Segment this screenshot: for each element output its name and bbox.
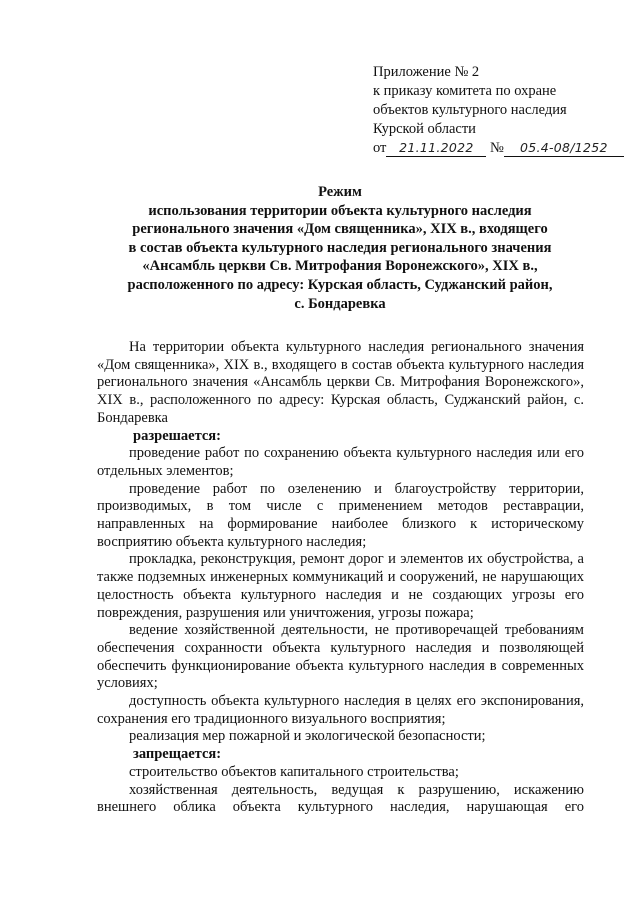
title-line: в состав объекта культурного наследия регионального значения (128, 239, 552, 256)
from-label: от (373, 140, 387, 156)
handwritten-number: 05.4-08/1252 (504, 139, 624, 157)
allowed-item: ведение хозяйственной деятельности, не противоречащей требованиям обеспечения сохранности объекта культурного наследия и позволяющей обеспечить функционирование объекта культурного наследия в современных условиях; (97, 622, 584, 692)
allowed-item: проведение работ по озеленению и благоустройству территории, производимых, в том числе с применением методов реставрации, направленных на формирование наиболее близкого к историческому восприятию объекта культурного наследия; (97, 480, 584, 550)
intro-paragraph: На территории объекта культурного наследия регионального значения «Дом священника», XIX в., входящего в состав объекта культурного наследия регионального значения «Ансамбль церкви Св. Митрофания Воронежского», XIX в., расположенного по адресу: Курская область, Суджанский район, с. Бондаревка (97, 339, 584, 426)
title-line: расположенного по адресу: Курская область, Суджанский район, (127, 276, 553, 293)
prohibited-header: запрещается: (133, 746, 222, 763)
handwritten-date: 21.11.2022 (386, 139, 486, 157)
title-line: с. Бондаревка (294, 295, 386, 312)
allowed-item: проведение работ по сохранению объекта культурного наследия или его отдельных элементов; (97, 445, 584, 479)
appendix-number: Приложение № 2 (373, 64, 480, 80)
title-line: использования территории объекта культурного наследия (148, 202, 532, 219)
appendix-block (373, 63, 635, 158)
appendix-date-number-row (373, 139, 635, 158)
allowed-item: доступность объекта культурного наследия в целях его экспонирования, сохранения его традиционного визуального восприятия; (97, 693, 584, 727)
title-line: Режим (318, 184, 362, 200)
title-line: регионального значения «Дом священника», XIX в., входящего (132, 221, 548, 238)
number-label: № (490, 140, 504, 156)
allowed-header: разрешается: (133, 427, 221, 444)
allowed-item: прокладка, реконструкция, ремонт дорог и элементов их обустройства, а также подземных инженерных коммуникаций и сооружений, не нарушающих целостность объекта культурного наследия и не создающих угрозы его повреждения, разрушения или уничтожения, угрозы пожара; (97, 551, 584, 621)
document-title (100, 183, 580, 313)
appendix-region: Курской области (373, 121, 476, 137)
prohibited-item: строительство объектов капитального строительства; (129, 763, 459, 780)
document-body (97, 339, 584, 817)
allowed-item: реализация мер пожарной и экологической безопасности; (129, 728, 486, 745)
appendix-committee: объектов культурного наследия (373, 102, 567, 118)
title-line: «Ансамбль церкви Св. Митрофания Воронежского», XIX в., (142, 258, 538, 275)
appendix-order-ref: к приказу комитета по охране (373, 83, 557, 99)
prohibited-item: хозяйственная деятельность, ведущая к разрушению, искажению внешнего облика объекта культурного наследия, нарушающая его (97, 781, 584, 816)
